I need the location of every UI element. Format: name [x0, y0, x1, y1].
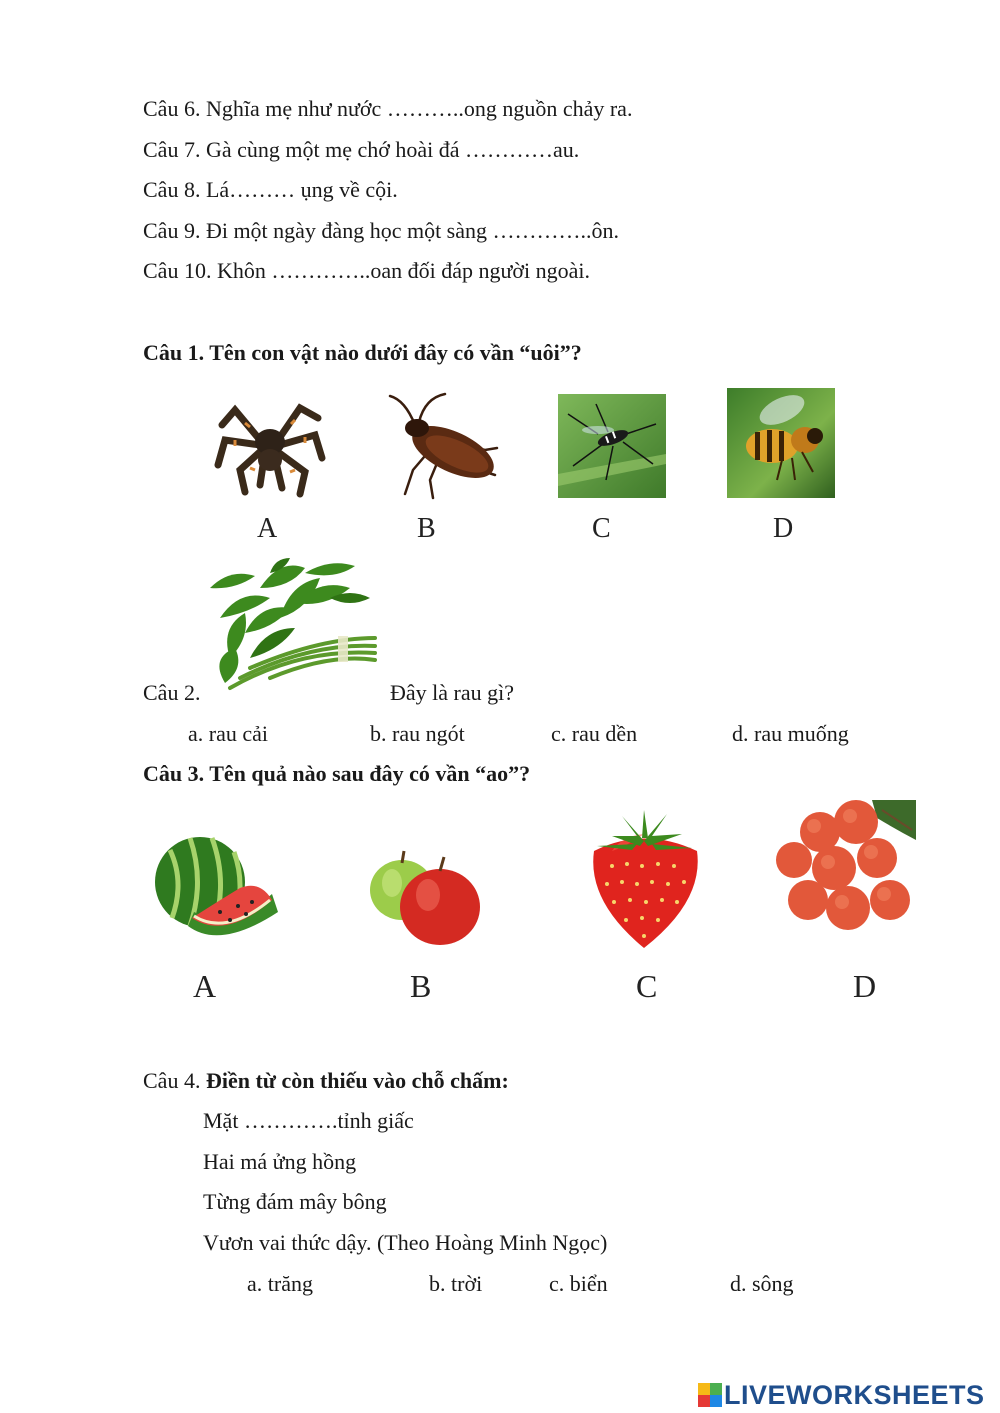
question-3-title: Câu 3. Tên quả nào sau đây có vần “ao”?: [143, 761, 531, 786]
q1-label-d: D: [773, 513, 794, 544]
watermelon-image: [150, 830, 284, 948]
sentence-9: Câu 9. Đi một ngày đàng học một sàng …………..ôn.: [143, 218, 620, 243]
liveworksheets-logo: [698, 1378, 985, 1412]
sentence-8: Câu 8. Lá……… ụng về cội.: [143, 177, 398, 202]
q3-label-d: D: [853, 968, 877, 1004]
bee-image: [727, 388, 835, 498]
logo-text: LIVEWORKSHEETS: [724, 1379, 985, 1410]
sentence-6: Câu 6. Nghĩa mẹ như nước ………..ong nguồn chảy ra.: [143, 96, 633, 121]
q2-option-b[interactable]: b. rau ngót: [370, 721, 465, 746]
spider-image: [210, 390, 328, 500]
poem-line-4: Vươn vai thức dậy. (Theo Hoàng Minh Ngọc): [203, 1230, 608, 1255]
question-2-text: Đây là rau gì?: [390, 680, 514, 705]
q3-label-b: B: [410, 968, 432, 1004]
poem-line-2: Hai má ửng hồng: [203, 1149, 357, 1174]
q3-label-c: C: [636, 968, 658, 1004]
question-4-instruction: Điền từ còn thiếu vào chỗ chấm:: [205, 1068, 509, 1093]
sentence-10: Câu 10. Khôn …………..oan đối đáp người ngoài.: [143, 258, 591, 283]
mosquito-image: [558, 394, 666, 498]
q1-label-c: C: [592, 513, 611, 544]
q4-option-b[interactable]: b. trời: [429, 1271, 483, 1296]
poem-line-3: Từng đám mây bông: [203, 1189, 387, 1214]
apple-image: [362, 845, 484, 950]
poem-line-1: Mặt ………….tỉnh giấc: [203, 1108, 414, 1133]
question-1-title: Câu 1. Tên con vật nào dưới đây có vần “uôi”?: [143, 340, 582, 365]
q4-option-c[interactable]: c. biển: [549, 1271, 608, 1296]
cockroach-image: [385, 390, 503, 500]
water-spinach-image: [210, 558, 378, 700]
strawberry-image: [582, 806, 707, 951]
q4-option-d[interactable]: d. sông: [730, 1271, 794, 1296]
sentence-7: Câu 7. Gà cùng một mẹ chớ hoài đá …………au.: [143, 137, 580, 162]
q3-label-a: A: [193, 968, 217, 1004]
q2-option-c[interactable]: c. rau dền: [551, 721, 638, 746]
question-2-prefix: Câu 2.: [143, 680, 201, 705]
question-4-title: [143, 1068, 509, 1094]
q1-label-a: A: [257, 513, 278, 544]
q2-option-d[interactable]: d. rau muống: [732, 721, 849, 746]
q1-label-b: B: [417, 513, 436, 544]
q2-option-a[interactable]: a. rau cải: [188, 721, 268, 746]
q4-option-a[interactable]: a. trăng: [247, 1271, 313, 1296]
lychee-image: [772, 800, 916, 936]
logo-mark-icon: [698, 1383, 722, 1407]
question-4-prefix: Câu 4.: [143, 1068, 201, 1093]
